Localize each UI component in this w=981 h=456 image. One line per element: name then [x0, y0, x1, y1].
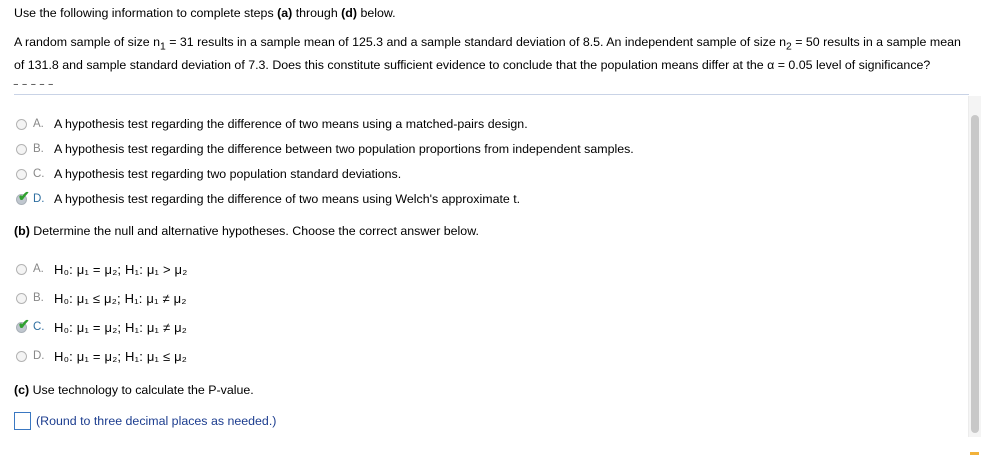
- part-b-text: Determine the null and alternative hypotheses. Choose the correct answer below.: [29, 224, 479, 238]
- radio-icon[interactable]: [16, 351, 27, 362]
- radio-selected-icon[interactable]: [16, 187, 30, 205]
- vertical-scrollbar[interactable]: [968, 96, 981, 437]
- part-a-option-b[interactable]: [16, 141, 634, 157]
- rounding-hint: (Round to three decimal places as needed.): [36, 414, 277, 428]
- radio-icon[interactable]: [16, 293, 27, 304]
- part-c-label: (c): [14, 383, 30, 397]
- option-letter: D.: [33, 350, 45, 362]
- radio-icon[interactable]: [16, 169, 27, 180]
- step-d-ref: (d): [341, 6, 357, 20]
- option-letter: A.: [33, 263, 44, 275]
- corner-marker: [970, 452, 979, 455]
- option-letter: D.: [33, 193, 45, 205]
- problem-statement: [14, 33, 974, 74]
- option-text: A hypothesis test regarding the difference between two population proportions from independent samples.: [54, 142, 634, 156]
- hypothesis-text: H₀: μ₁ = μ₂; H₁: μ₁ ≠ μ₂: [54, 319, 188, 335]
- option-letter: C.: [33, 168, 45, 180]
- hypothesis-text: H₀: μ₁ ≤ μ₂; H₁: μ₁ ≠ μ₂: [54, 290, 187, 306]
- option-letter: B.: [33, 143, 44, 155]
- option-text: A hypothesis test regarding the difference of two means using a matched-pairs design.: [54, 117, 528, 131]
- clipped-text-fragment: ‾ ‾ ‾ ‾ ‾: [14, 84, 54, 96]
- subscript-1: 1: [160, 41, 166, 53]
- part-a-option-a[interactable]: [16, 116, 528, 132]
- checkmark-icon: ✔: [18, 187, 30, 204]
- part-a-option-d[interactable]: [16, 187, 521, 207]
- scrollbar-thumb[interactable]: [971, 115, 979, 433]
- instructions-suffix: below.: [357, 6, 396, 20]
- option-letter: B.: [33, 292, 44, 304]
- problem-text-2: = 31 results in a sample mean of 125.3 and a sample standard deviation of 8.5. An independent sample of size n: [165, 35, 787, 49]
- radio-icon[interactable]: [16, 119, 27, 130]
- problem-text-4: = 0.05 level of significance?: [774, 58, 931, 73]
- part-b-option-a[interactable]: [16, 261, 188, 277]
- instructions-line: [14, 6, 396, 20]
- hypothesis-text: H₀: μ₁ = μ₂; H₁: μ₁ ≤ μ₂: [54, 348, 188, 364]
- instructions-prefix: Use the following information to complete steps: [14, 6, 278, 20]
- problem-text-3: = 50 results in a sample mean of 131.8 and sample standard deviation of 7.3. Does this constitute sufficient evidence to conclude that the population means differ at the: [14, 35, 961, 73]
- alpha-symbol: α: [767, 58, 775, 73]
- subscript-2: 2: [786, 41, 792, 53]
- instructions-through: through: [292, 6, 342, 20]
- option-letter: A.: [33, 118, 44, 130]
- part-b-option-d[interactable]: [16, 348, 187, 364]
- hypothesis-text: H₀: μ₁ = μ₂; H₁: μ₁ > μ₂: [54, 261, 188, 277]
- option-text: A hypothesis test regarding two population standard deviations.: [54, 167, 402, 181]
- content-divider: [14, 94, 969, 95]
- p-value-input[interactable]: [14, 412, 31, 430]
- part-b-prompt: [14, 224, 479, 238]
- checkmark-icon: ✔: [18, 315, 30, 332]
- part-b-label: (b): [14, 224, 30, 238]
- part-a-option-c[interactable]: [16, 166, 401, 182]
- part-b-option-c[interactable]: [16, 315, 188, 335]
- radio-selected-icon[interactable]: [16, 315, 30, 333]
- radio-icon[interactable]: [16, 264, 27, 275]
- part-c-prompt: [14, 383, 254, 397]
- radio-icon[interactable]: [16, 144, 27, 155]
- option-text: A hypothesis test regarding the difference of two means using Welch's approximate t.: [54, 192, 521, 206]
- problem-text-1: A random sample of size n: [14, 35, 161, 49]
- part-c-text: Use technology to calculate the P-value.: [29, 383, 254, 397]
- option-letter: C.: [33, 321, 45, 333]
- step-a-ref: (a): [277, 6, 293, 20]
- part-b-option-b[interactable]: [16, 290, 187, 306]
